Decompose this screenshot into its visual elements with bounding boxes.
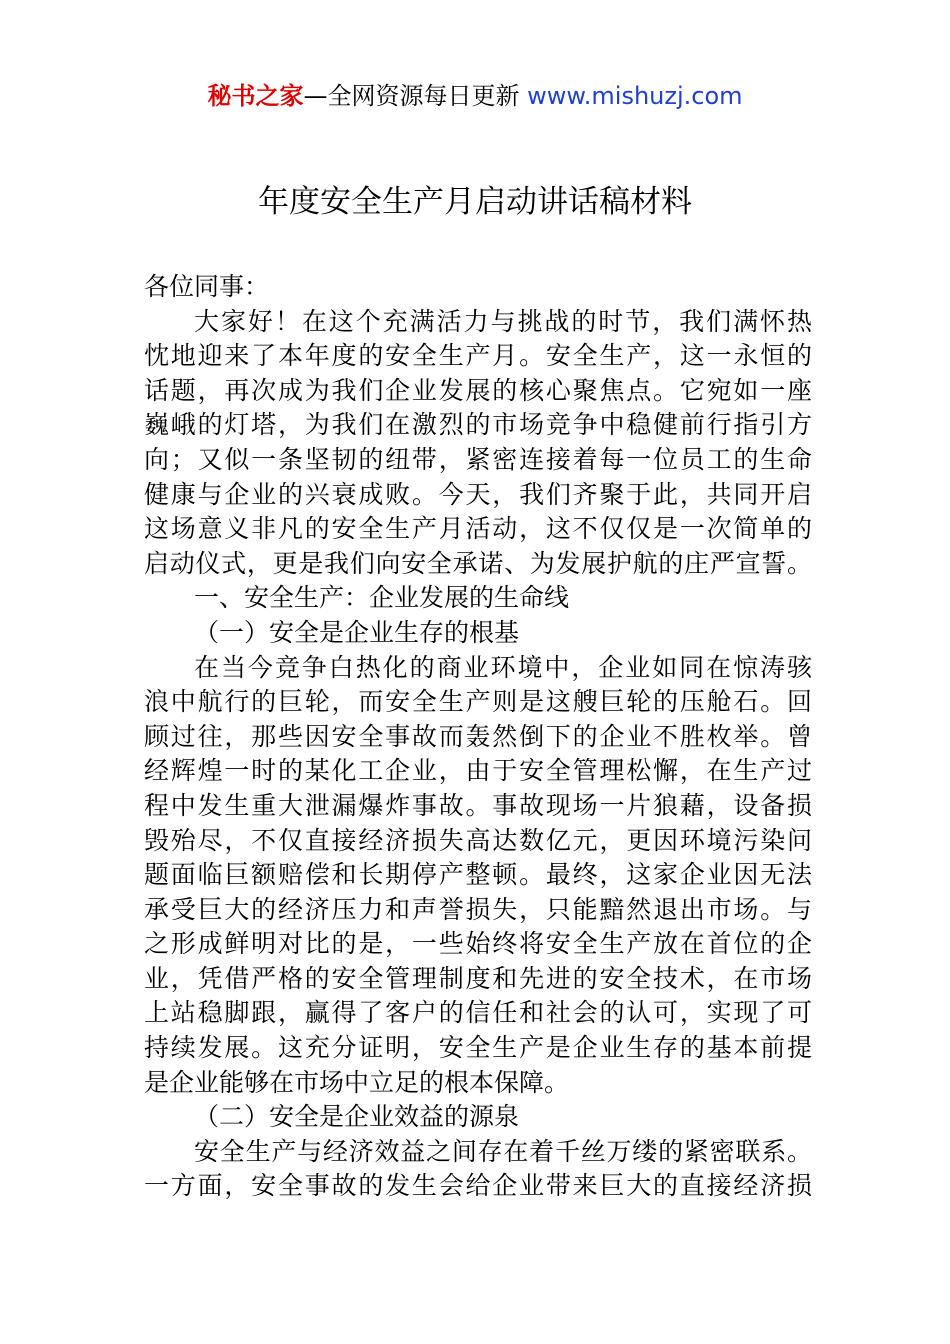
- document-body: [144, 270, 812, 1204]
- text-line: 题面临巨额赔偿和长期停产整顿。最终，这家企业因无法: [144, 860, 812, 890]
- text-line: 各位同事：: [144, 272, 270, 301]
- text-line: 持续发展。这充分证明，安全生产是企业生存的基本前提: [144, 1033, 812, 1063]
- text-line: （二）安全是企业效益的源泉: [194, 1102, 520, 1132]
- text-line: 忱地迎来了本年度的安全生产月。安全生产，这一永恒的: [144, 341, 812, 371]
- header-tagline: —全网资源每日更新: [303, 82, 520, 110]
- text-line: 浪中航行的巨轮，而安全生产则是这艘巨轮的压舱石。回: [144, 687, 812, 717]
- text-line: 大家好！在这个充满活力与挑战的时节，我们满怀热: [194, 306, 812, 336]
- text-line: （一）安全是企业生存的根基: [194, 617, 520, 647]
- text-line: 顾过往，那些因安全事故而轰然倒下的企业不胜枚举。曾: [144, 721, 812, 751]
- brand-name: 秘书之家: [207, 82, 304, 110]
- page-header: [0, 80, 950, 112]
- text-line: 健康与企业的兴衰成败。今天，我们齐聚于此，共同开启: [144, 479, 812, 509]
- text-line: 这场意义非凡的安全生产月活动，这不仅仅是一次简单的: [144, 514, 812, 544]
- site-url-link[interactable]: www.mishuzj.com: [527, 82, 743, 110]
- text-line: 经辉煌一时的某化工企业，由于安全管理松懈，在生产过: [144, 756, 812, 786]
- text-line: 在当今竞争白热化的商业环境中，企业如同在惊涛骇: [194, 652, 812, 682]
- text-line: 上站稳脚跟，赢得了客户的信任和社会的认可，实现了可: [144, 998, 812, 1028]
- text-line: 业，凭借严格的安全管理制度和先进的安全技术，在市场: [144, 963, 812, 993]
- text-line: 巍峨的灯塔，为我们在激烈的市场竞争中稳健前行指引方: [144, 410, 812, 440]
- text-line: 话题，再次成为我们企业发展的核心聚焦点。它宛如一座: [144, 375, 812, 405]
- text-line: 向；又似一条坚韧的纽带，紧密连接着每一位员工的生命: [144, 444, 812, 474]
- text-line: 一方面，安全事故的发生会给企业带来巨大的直接经济损: [144, 1171, 812, 1201]
- text-line: 一、安全生产：企业发展的生命线: [194, 583, 570, 613]
- text-line: 承受巨大的经济压力和声誉损失，只能黯然退出市场。与: [144, 894, 812, 924]
- text-line: 是企业能够在市场中立足的根本保障。: [144, 1067, 570, 1097]
- text-line: 之形成鲜明对比的是，一些始终将安全生产放在首位的企: [144, 929, 812, 959]
- text-line: 安全生产与经济效益之间存在着千丝万缕的紧密联系。: [194, 1136, 812, 1166]
- document-title: 年度安全生产月启动讲话稿材料: [258, 184, 692, 220]
- text-line: 启动仪式，更是我们向安全承诺、为发展护航的庄严宣誓。: [144, 548, 812, 578]
- text-line: 程中发生重大泄漏爆炸事故。事故现场一片狼藉，设备损: [144, 790, 812, 820]
- text-line: 毁殆尽，不仅直接经济损失高达数亿元，更因环境污染问: [144, 825, 812, 855]
